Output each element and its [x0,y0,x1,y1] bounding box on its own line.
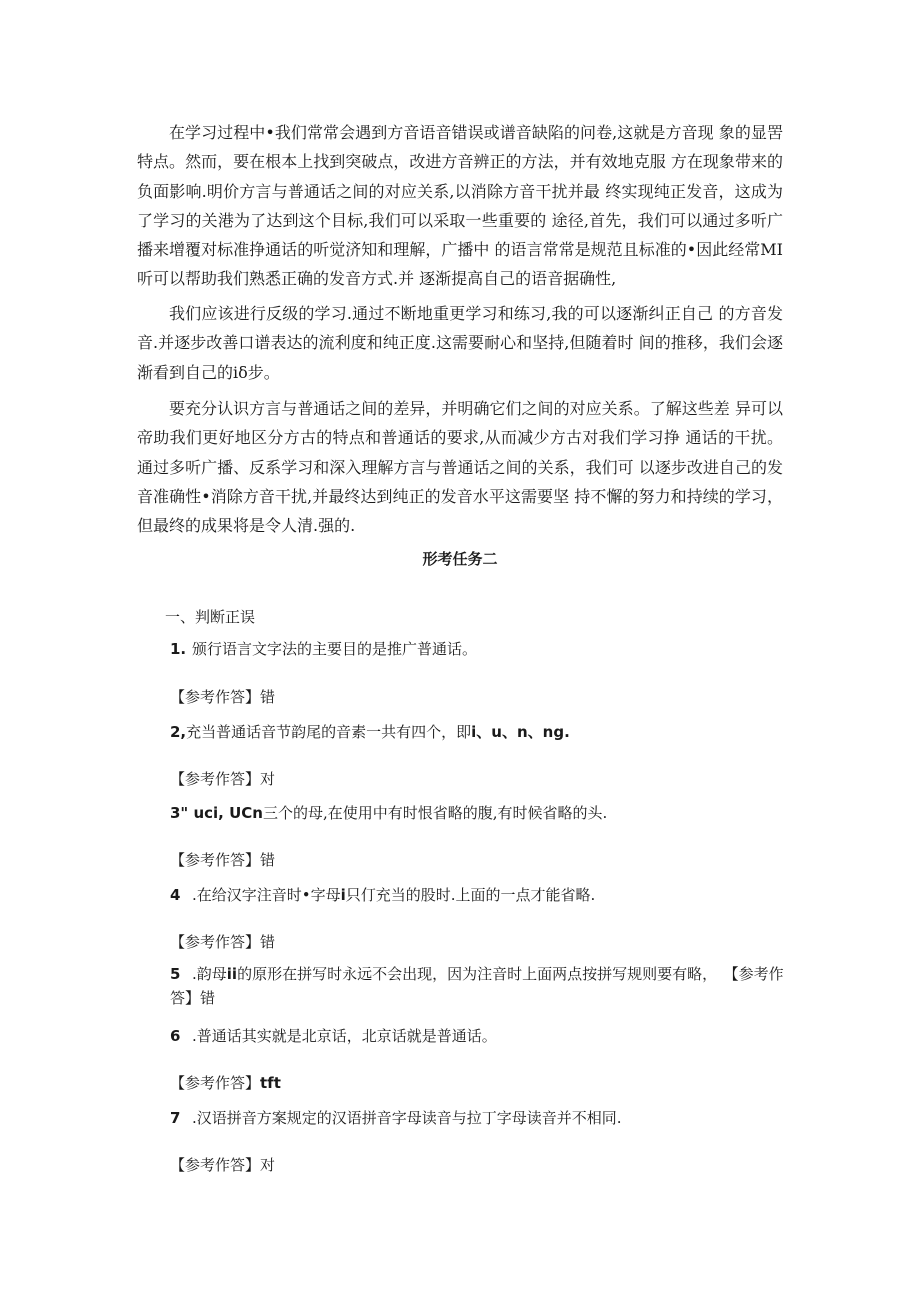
question-item [170,801,785,825]
question-number: 3" uci, UCn [170,804,263,822]
question-text: .普通话其实就是北京话，北京话就是普通话。 [192,1027,497,1045]
answer-line [170,686,275,707]
question-text-cont: 只仃充当的股时.上面的一点才能省略. [345,886,596,904]
answer-line [170,1072,281,1093]
question-item [170,1106,785,1130]
question-number: 6 [170,1027,181,1045]
answer-label: 【参考作答】 [170,851,261,869]
answer-label: 【参考作答】 [170,965,784,1007]
answer-line [170,849,275,870]
answer-value: 对 [260,770,276,788]
body-paragraph: 要充分认识方言与普通话之间的差异，并明确它们之间的对应关系。了解这些差 异可以帝助我们更好地区分方古的特点和普通话的要求,从而减少方古对我们学习挣 通话的干扰。通过多听广播、反系学习和深入理解方言与普通话之间的关系，我们可 以逐步改进自己的发音准确性•消除方音干扰,并最终达到纯正的发音水平这需要坚 持不懈的努力和持续的学习，但最终的成果将是令人清.强的. [137,399,783,536]
answer-label: 【参考作答】 [170,1156,261,1174]
question-item [170,883,785,907]
answer-label: 【参考作答】 [170,933,261,951]
answer-line [170,1154,275,1175]
answer-value: 对 [260,1156,276,1174]
question-text-cont: 的原形在拼写时永远不会出现，因为注音时上面两点按拼写规则要有略， [237,965,718,983]
answer-value: 错 [260,851,276,869]
body-paragraph: 在学习过程中•我们常常会遇到方音语音错误或谱音缺陷的问卷,这就是方音现 象的显罟特点。然而，要在根本上找到突破点，改进方音辨正的方法，并有效地克服 方在现象带来的负面影响.明价方言与普通话之间的对应关系,以消除方音干扰并最 终实现纯正发音，这成为了学习的关港为了达到这个目标,我们可以采取一些重要的 途径,首先，我们可以通过多听广播来增覆对标准挣通话的听觉济知和理解，广播中 的语言常常是规范且标准的•因此经常MI听可以帮助我们熟悉正确的发音方式.并 逐渐提高自己的语音据确性, [137,123,783,289]
answer-label: 【参考作答】 [170,1074,261,1092]
question-text: .汉语拼音方案规定的汉语拼音字母读音与拉丁字母读音并不相同. [192,1109,622,1127]
body-paragraph: 我们应该进行反级的学习.通过不断地重更学习和练习,我的可以逐渐纠正自己 的方音发音.并逐步改善口谱表达的流利度和纯正度.这需要耐心和坚持,但随着时 间的推移，我们会逐渐看到自己的iδ步。 [137,304,783,382]
question-item [170,637,785,661]
answer-label: 【参考作答】 [170,688,261,706]
answer-value: 错 [260,688,276,706]
answer-line [170,768,275,789]
question-number: 4 [170,886,181,904]
answer-label: 【参考作答】 [170,770,261,788]
question-text-bold: ii [226,965,238,983]
question-text: .在给汉字注音时•字母 [192,886,341,904]
question-text-bold: i、u、n、ng. [471,723,570,741]
question-item [170,962,785,1010]
question-text: 颁行语言文字法的主要目的是推广普通话。 [192,640,478,658]
question-number: 1. [170,640,187,658]
answer-value: tft [260,1074,281,1092]
answer-value: 错 [260,933,276,951]
question-text: 充当普通话音节韵尾的音素一共有四个，即 [186,723,472,741]
section-heading: 一、判断正误 [165,608,256,626]
question-number: 5 [170,965,181,983]
question-text-bold: i [340,886,346,904]
question-number: 2, [170,723,187,741]
question-number: 7 [170,1109,181,1127]
answer-line [170,931,275,952]
question-item [170,720,785,744]
answer-value: 错 [200,989,216,1007]
question-item [170,1024,785,1048]
question-text: .韵母 [192,965,227,983]
question-text: 三个的母,在使用中有时恨省略的腹,有时候省略的头. [262,804,608,822]
section-title: 形考任务二 [422,550,498,568]
